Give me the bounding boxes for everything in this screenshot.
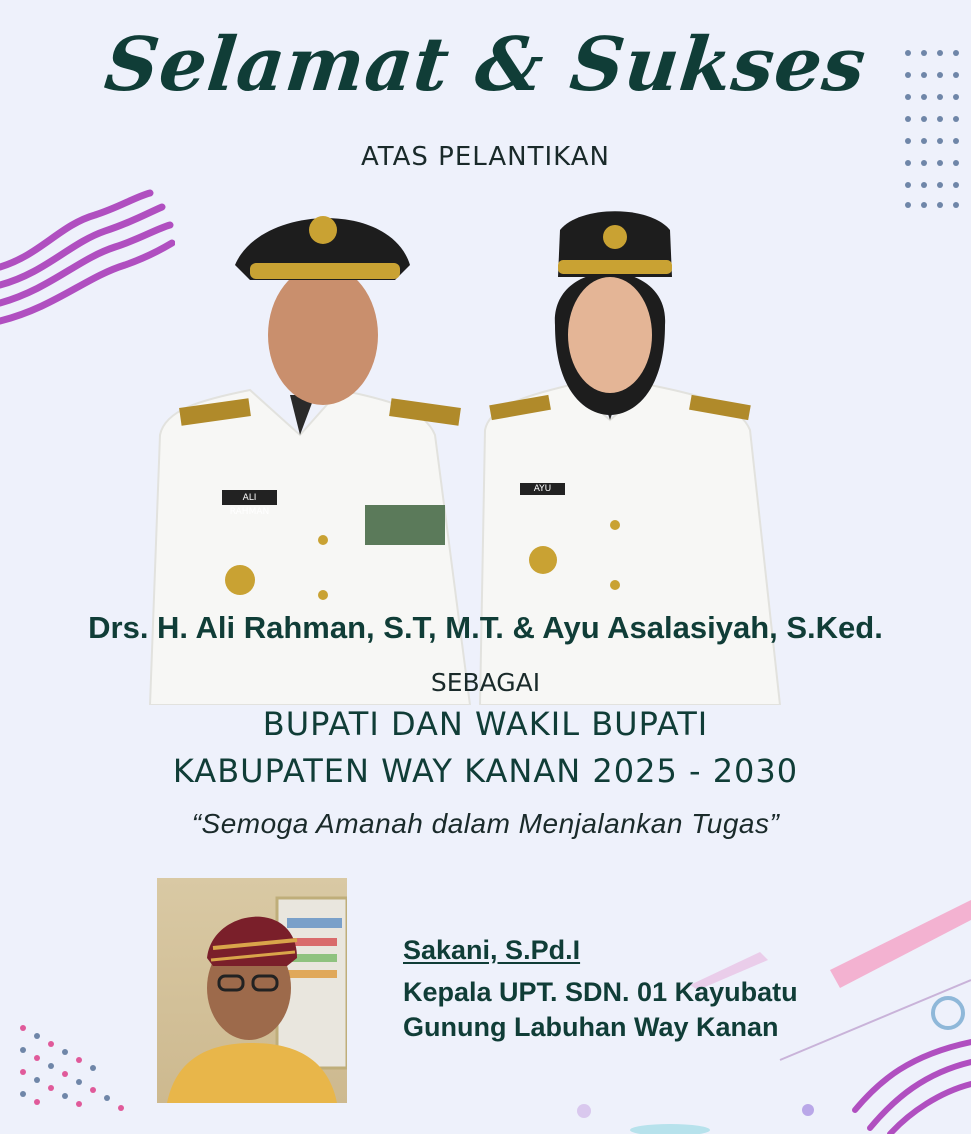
sender-role-line-2: Gunung Labuhan Way Kanan bbox=[403, 1012, 779, 1042]
sender-role-line-1: Kepala UPT. SDN. 01 Kayubatu bbox=[403, 977, 798, 1007]
sender-name: Sakani, S.Pd.I bbox=[403, 935, 581, 965]
right-nametag: AYU bbox=[520, 483, 565, 495]
greeting-subtitle: ATAS PELANTIKAN bbox=[361, 142, 610, 172]
greeting-title: Selamat & Sukses bbox=[100, 22, 871, 108]
decoration-dots-bottom-center bbox=[570, 1095, 730, 1134]
position-line-2: KABUPATEN WAY KANAN 2025 - 2030 bbox=[172, 752, 799, 790]
wish-quote: “Semoga Amanah dalam Menjalankan Tugas” bbox=[191, 808, 780, 839]
left-nametag: ALI RAHMAN bbox=[222, 491, 277, 505]
officials-names: Drs. H. Ali Rahman, S.T, M.T. & Ayu Asalasiyah, S.Ked. bbox=[88, 610, 883, 645]
sebagai-label: SEBAGAI bbox=[430, 668, 541, 697]
sender-photo bbox=[157, 878, 347, 1103]
dot-pattern-bottom-left bbox=[15, 1020, 135, 1120]
position-line-1: BUPATI DAN WAKIL BUPATI bbox=[262, 705, 709, 743]
